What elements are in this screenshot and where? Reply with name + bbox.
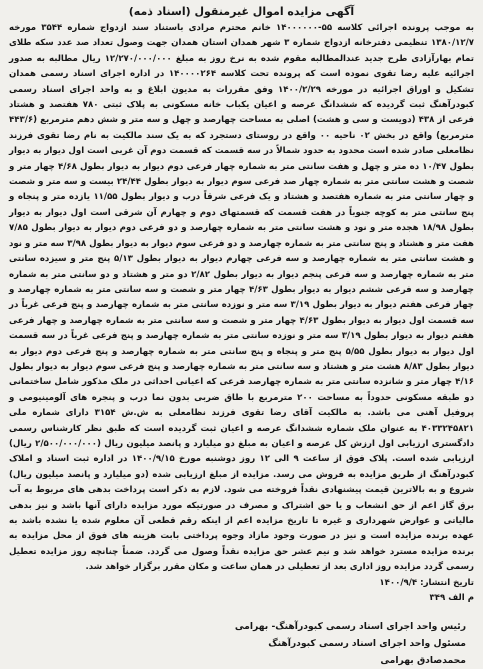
notice-code: ۳۴۹ — [429, 592, 446, 603]
notice-code-line — [9, 591, 474, 606]
publish-date-line — [9, 576, 474, 591]
signature-line-2: مسئول واحد اجرای اسناد رسمی کبودرآهنگ — [268, 637, 466, 649]
notice-title: آگهی مزایده اموال غیرمنقول (اسناد ذمه) — [128, 5, 355, 18]
notice-code-label: م الف — [448, 592, 474, 603]
publish-date-label: تاریخ انتشار: — [420, 577, 474, 588]
notice-body: به موجب پرونده اجرائی کلاسه ۵۵-۱۴۰۰۰۰۰۰ خانم محترم مرادی باستناد سند ازدواج شماره ۳۵۴۴ مورخه ۱۳۸۰/۱۲/۷ تنظیمی دفترخانه ازدواج شماره ۳ شهر همدان استان همدان جهت وصول تعداد صد عدد سکه طلای تمام بهارآزادی طرح جدید عندالمطالبه مقوم شده به نرخ روز به مبلغ ۱۲/۲۷۰/۰۰۰/۰۰۰ ریال مطالبه به صدور اجرائیه علیه رضا تقوی نموده است که پرونده تحت کلاسه ۱۴۰۰۰۰۲۶۴ در اداره اجرای اسناد رسمی همدان تشکیل و اوراق اجرائیه در مورخه ۱۴۰۰/۲/۲۹ وفق مقررات به مدیون ابلاغ و به واحد اجرای اسناد رسمی کبودرآهنگ ثبت گردیده که ششدانگ عرصه و اعیان یکباب خانه مسکونی به پلاک ثبتی ۷۸۰ هفتصد و هشتاد فرعی از ۴۳۸ (دویست و سی و هشت) اصلی به مساحت چهارصد و چهل و سه متر و شش دهم مترمربع (۴۴۳/۶ مترمربع) واقع در بخش ۰۲ ناحیه ۰۰ واقع در روستای دستجرد که به یک سند مالکیت به نام رضا تقوی فرزند نظامعلی صادر شده است محدود به حدود شمالاً در سه قسمت که قسمت دوم آن غربی است اول دیوار به دیوار بطول ۱۰/۴۷ ده متر و چهل و هفت سانتی متر به شماره چهار فرعی دوم دیوار به دیوار بطول ۴/۶۸ چهار متر و شصت و هشت سانتی متر به شماره چهار صد فرعی سوم دیوار به دیوار بطول ۲۴/۴۴ بیست و سه متر و شصت و چهار سانتی متر به شماره هفتصد و هشتاد و یک فرعی شرقاً درب و دیوار بطول ۱۱/۵۵ یازده متر و پنجاه و پنج سانتی متر به کوچه جنوباً در هفت قسمت که قسمتهای دوم و چهارم آن شرقی است اول دیوار به دیوار بطول ۱۸/۹۸ هجده متر و نود و هشت سانتی متر به شماره چهارصد و دو فرعی دوم دیوار به دیوار بطول ۷/۸۵ هفت متر و هشتاد و پنج سانتی متر به شماره چهارصد و دو فرعی سوم دیوار به دیوار بطول ۳/۹۸ سه متر و نود و هشت سانتی متر به شماره چهارصد و سه فرعی چهارم دیوار به دیوار بطول ۵/۱۳ پنج متر و سیزده سانتی متر به شماره چهارصد و سه فرعی پنجم دیوار به دیوار بطول ۲/۸۲ دو متر و هشتاد و دو سانتی متر به شماره چهارصد و سه فرعی ششم دیوار به دیوار بطول ۴/۶۳ چهار متر و شصت و سه سانتی متر به شماره چهارصد و چهار فرعی هفتم دیوار به دیوار بطول ۳/۱۹ سه متر و نوزده سانتی متر به شماره چهارصد و پنج فرعی غرباً در سه قسمت اول دیوار به دیوار بطول ۴/۶۳ چهار متر و شصت و سه سانتی متر به شماره چهارصد و چهار فرعی هفتم دیوار به دیوار بطول ۳/۱۹ سه متر و نوزده سانتی متر به شماره چهارصد و پنج فرعی غرباً در سه قسمت اول دیوار به دیوار بطول ۵/۵۵ پنج متر و پنجاه و پنج سانتی متر به شماره چهارصد و پنج فرعی دوم دیوار به دیوار بطول ۸/۸۳ هشت متر و هشتاد و سه سانتی متر به شماره چهارصد و پنج فرعی سوم دیوار به دیوار بطول ۴/۱۶ چهار متر و شانزده سانتی متر به شماره چهارصد فرعی که اعیانی احداثی در ملک مذکور شامل ساختمانی دو طبقه مسکونی حدوداً به مساحت ۲۰۰ مترمربع با طاق ضربی بدون نما درب و پنجره های آلومینیومی و پروفیل آهنی می باشد. به مالکیت آقای رضا تقوی فرزند نظامعلی به ش.ش ۳۱۵۴ دارای شماره ملی ۴۰۳۳۲۴۵۸۲۱ به عنوان ملک شماره ششدانگ عرصه و اعیان ثبت گردیده است که طبق نظر کارشناس رسمی دادگستری ارزیابی اول ارزش کل عرصه و اعیان به مبلغ دو میلیارد و پانصد میلیون ریال (۲/۵۰۰/۰۰۰/۰۰۰ ریال) ارزیابی شده است. پلاک فوق از ساعت ۹ الی ۱۲ روز دوشنبه مورخ ۱۴۰۰/۹/۱۵ در اداره ثبت اسناد و املاک کبودرآهنگ از طریق مزایده به فروش می رسد. مزایده از مبلغ ارزیابی شده (دو میلیارد و پانصد میلیون ریال) شروع و به بالاترین قیمت پیشنهادی نقداً فروخته می شود. لازم به ذکر است پرداخت بدهی های مربوط به آب برق گاز اعم از حق انشعاب و یا حق اشتراک و مصرف در صورتیکه مورد مزایده دارای آنها باشد و نیز بدهی مالیاتی و عوارض شهرداری و غیره تا تاریخ مزایده اعم از اینکه رقم قطعی آن معلوم شده یا نشده باشد به عهده برنده مزایده است و نیز در صورت وجود مازاد وجوه پرداختی بابت هزینه های فوق از محل مزایده به برنده مزایده مسترد خواهد شد و نیم عشر حق مزایده نقداً وصول می گردد. ضمناً چنانچه روز مزایده تعطیل رسمی گردد مزایده روز اداری بعد از تعطیلی در همان ساعت و مکان مقرر برگزار خواهد شد. — [9, 23, 475, 573]
publish-date: ۱۴۰۰/۹/۴ — [379, 577, 418, 588]
signature-line-3: محمدصادق بهرامی — [380, 654, 466, 666]
signature-line-1: رئیس واحد اجرای اسناد رسمی کبودرآهنگ- بهرامی — [234, 620, 466, 632]
signature-block — [9, 618, 474, 669]
